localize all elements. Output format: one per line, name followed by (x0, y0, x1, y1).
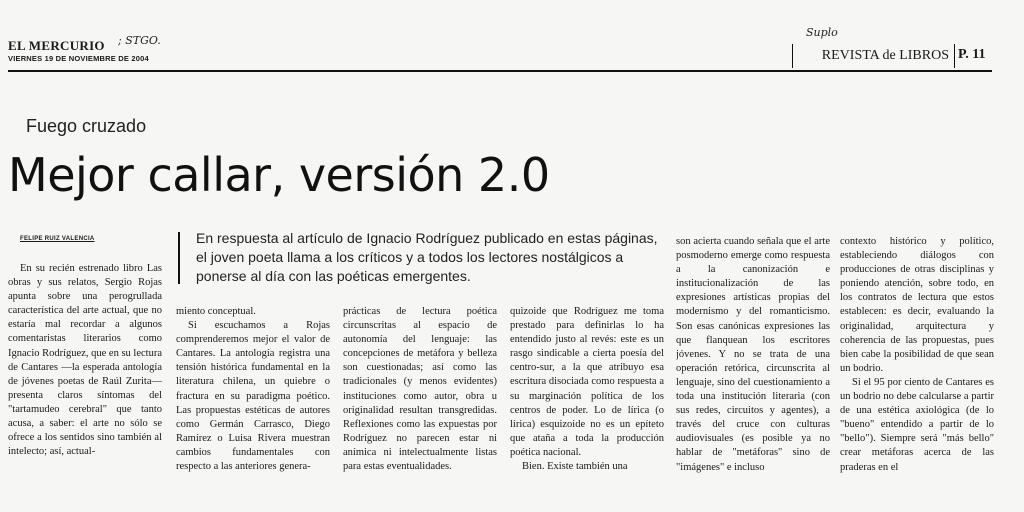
body-column-6 (840, 235, 994, 512)
body-paragraph: En su recién estrenado libro Las obras y sus relatos, Sergio Rojas apunta sobre una perogrullada característica del arte actual, que no estaría mal recordar a algunos comentaristas literarios como Ignacio Rodríguez, que en su lectura de Cantares —la esperada antología de jóvenes poetas de Raúl Zurita— presenta claros síntomas del "tartamudeo cerebral" que tanto acusa, a saber: el arte no sólo se ofrece a los sentidos sino también al intelecto; así, actual- (8, 263, 162, 458)
section-name: REVISTA de LIBROS (821, 48, 949, 63)
body-column-3 (343, 305, 497, 512)
publication-date: VIERNES 19 DE NOVIEMBRE DE 2004 (8, 54, 149, 63)
body-paragraph: Si el 95 por ciento de Cantares es un bodrio no debe calcularse a partir de una estética axiológica (de lo "bueno" entendido a partir de lo "bello"). Siempre será "más bello" crear metáforas acerca de las praderas en el (840, 376, 994, 473)
section-divider-right (954, 44, 955, 68)
masthead: EL MERCURIO (8, 38, 105, 53)
body-column-1 (8, 262, 162, 512)
handwritten-note-left: ; STGO. (118, 34, 161, 47)
article-byline: FELIPE RUIZ VALENCIA (20, 236, 95, 242)
article-headline: Mejor callar, versión 2.0 (8, 148, 550, 202)
page-number: P. 11 (958, 47, 986, 62)
body-paragraph: miento conceptual. (176, 306, 256, 317)
header-rule (8, 70, 992, 72)
body-paragraph: Bien. Existe también una (522, 461, 628, 473)
body-column-5 (676, 235, 830, 512)
body-column-4 (510, 305, 664, 512)
article-deck: En respuesta al artículo de Ignacio Rodríguez publicado en estas páginas, el joven poeta llama a los críticos y a todos los lectores nostálgicos a ponerse al día con las poéticas emergentes. (196, 230, 658, 284)
deck-bar (178, 232, 180, 284)
body-paragraph: son acierta cuando señala que el arte posmoderno emerge como respuesta a la canonización e institucionalización de las expresiones artísticas propias del modernismo y del romanticismo. Son esas canónicas expresiones las que flanquean los escritores jóvenes. Y no se trata de una operación retórica, circunscrita al lenguaje, sino del cuestionamiento a toda una institución literaria (con sus redes, circuitos y agentes), a través del cruce con culturas audiovisuales (es posible ya no hablar de "metáforas" sino de "imágenes" e incluso (676, 236, 830, 473)
body-paragraph: Si escuchamos a Rojas comprenderemos mejor el valor de Cantares. La antología registra una tensión histórica fundamental en la literatura chilena, un quiebre o fractura en su paradigma poético. Las propuestas estéticas de autores como Germán Carrasco, Diego Ramírez o Luisa Rivera muestran cambios fundamentales con respecto a las anteriores genera- (176, 320, 330, 473)
section-divider-left (792, 44, 793, 68)
body-paragraph: contexto histórico y político, estableciendo diálogos con producciones de otras disciplinas y poniendo atención, sobre todo, en los contratos de lectura que estos establecen: es decir, evaluando la originalidad, arquitectura y coherencia de las propuestas, pues bien cabe la posibilidad de que sean un bodrio. (840, 236, 994, 374)
handwritten-note-right: Suplo (806, 26, 838, 39)
body-paragraph: prácticas de lectura poética circunscritas al espacio de autonomía del lenguaje: las concepciones de metáfora y belleza son cuestionadas; así como las tradicionales (y menos evidentes) instituciones como autor, obra u originalidad resultan transgredidas. Reflexiones como las expuestas por Rodríguez no parecen estar ni anímica ni intelectualmente listas para estas eventualidades. (343, 306, 497, 473)
body-paragraph: quizoide que Rodríguez me toma prestado para definirlas lo ha entendido justo al revés: este es un rasgo sindicable a cierta poesía del centro-sur, a la que atribuyo esa escritura disociada como respuesta a su marginación política de los centros de poder. Lo de lírica (o lírica) esquizoide no es un epíteto que ataña a toda la producción poética nacional. (510, 306, 664, 458)
article-kicker: Fuego cruzado (26, 116, 147, 136)
body-column-2 (176, 305, 330, 512)
